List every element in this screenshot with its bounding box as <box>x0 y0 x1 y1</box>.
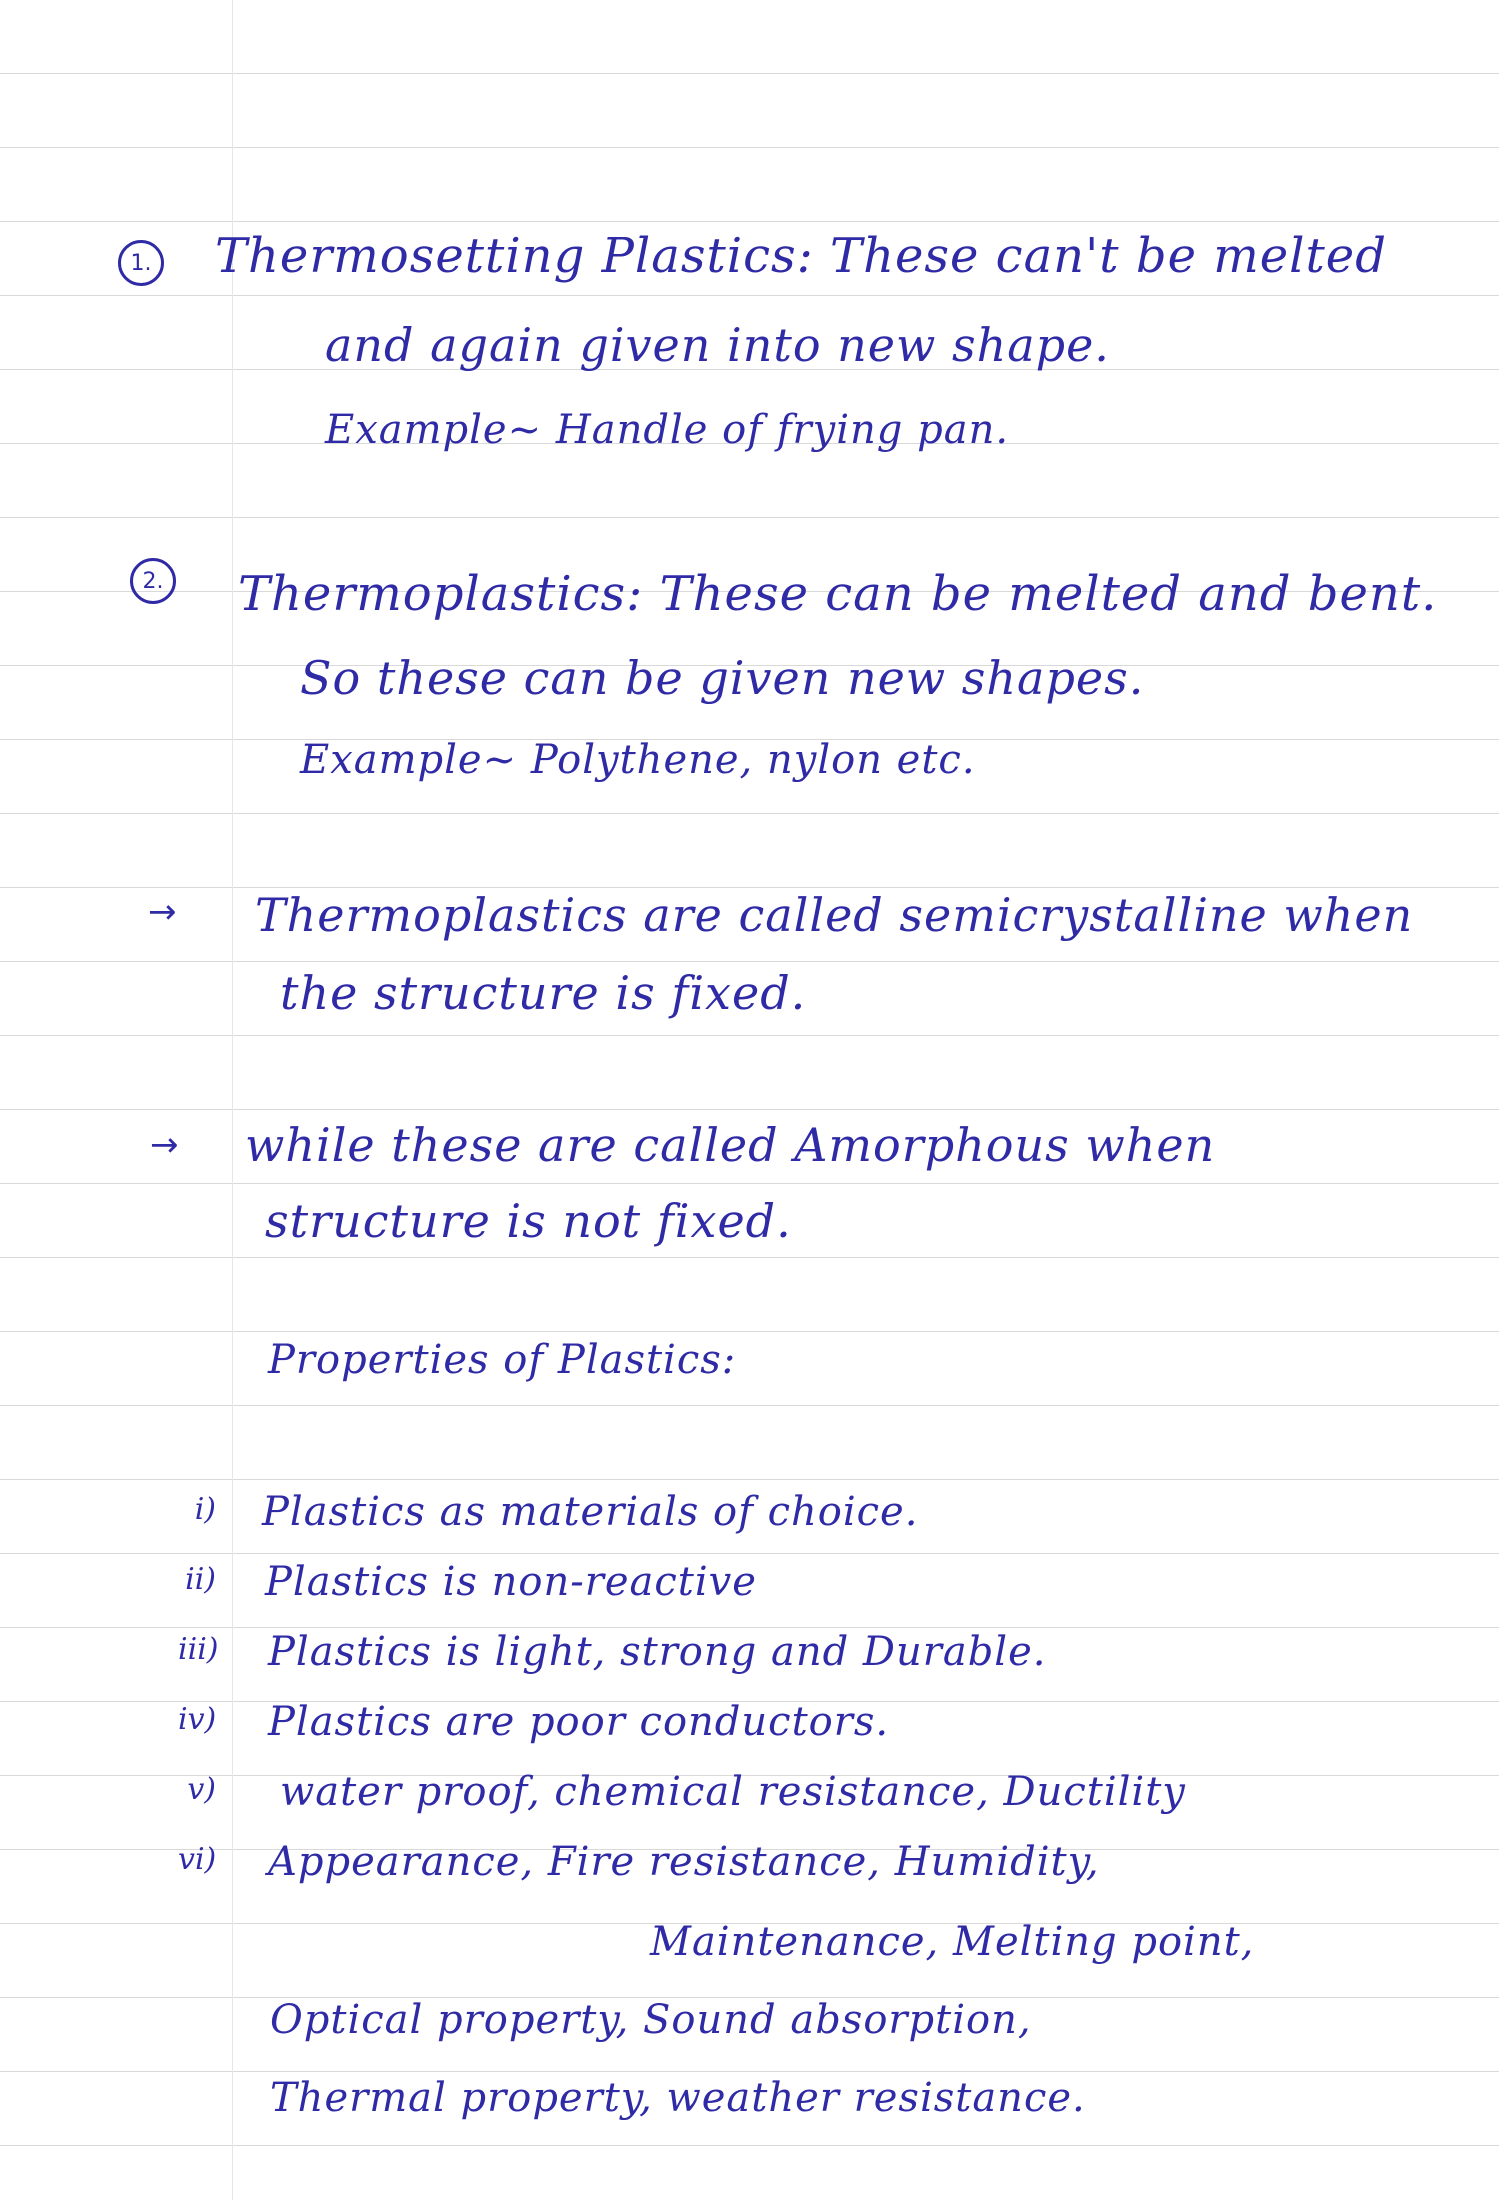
property-item-5: water proof, chemical resistance, Ductility <box>280 1769 1186 1815</box>
property-numeral-2: ii) <box>185 1562 216 1597</box>
property-item-2: Plastics is non-reactive <box>265 1559 757 1605</box>
section-number-2: 2. <box>130 558 176 604</box>
continuation-line-3: Thermal property, weather resistance. <box>270 2075 1086 2121</box>
property-numeral-5: v) <box>187 1772 216 1807</box>
section-1-line-1: Thermosetting Plastics: These can't be melted <box>215 228 1387 284</box>
section-2-line-1: Thermoplastics: These can be melted and bent. <box>238 566 1438 622</box>
property-item-1: Plastics as materials of choice. <box>262 1489 919 1535</box>
section-2-line-2: So these can be given new shapes. <box>300 651 1145 705</box>
continuation-line-2: Optical property, Sound absorption, <box>270 1997 1032 2043</box>
arrow-2-line-2: structure is not fixed. <box>265 1194 792 1248</box>
arrow-1-line-2: the structure is fixed. <box>280 966 807 1020</box>
arrow-2-line-1: while these are called Amorphous when <box>245 1118 1216 1172</box>
property-item-4: Plastics are poor conductors. <box>268 1699 890 1745</box>
arrow-1-line-1: Thermoplastics are called semicrystalline when <box>255 888 1414 942</box>
properties-heading: Properties of Plastics: <box>268 1337 737 1383</box>
property-item-3: Plastics is light, strong and Durable. <box>268 1629 1047 1675</box>
margin-line <box>232 0 233 2200</box>
section-1-line-2: and again given into new shape. <box>325 318 1110 372</box>
property-item-6: Appearance, Fire resistance, Humidity, <box>268 1839 1100 1885</box>
arrow-bullet-1: → <box>148 892 177 932</box>
arrow-bullet-2: → <box>150 1125 179 1165</box>
property-numeral-3: iii) <box>178 1632 219 1667</box>
property-numeral-6: vi) <box>178 1842 217 1877</box>
section-2-line-3: Example~ Polythene, nylon etc. <box>300 737 976 783</box>
continuation-line-1: Maintenance, Melting point, <box>650 1919 1255 1965</box>
section-number-1: 1. <box>118 240 164 286</box>
section-1-line-3: Example~ Handle of frying pan. <box>325 407 1010 453</box>
property-numeral-1: i) <box>194 1492 216 1527</box>
property-numeral-4: iv) <box>178 1702 217 1737</box>
